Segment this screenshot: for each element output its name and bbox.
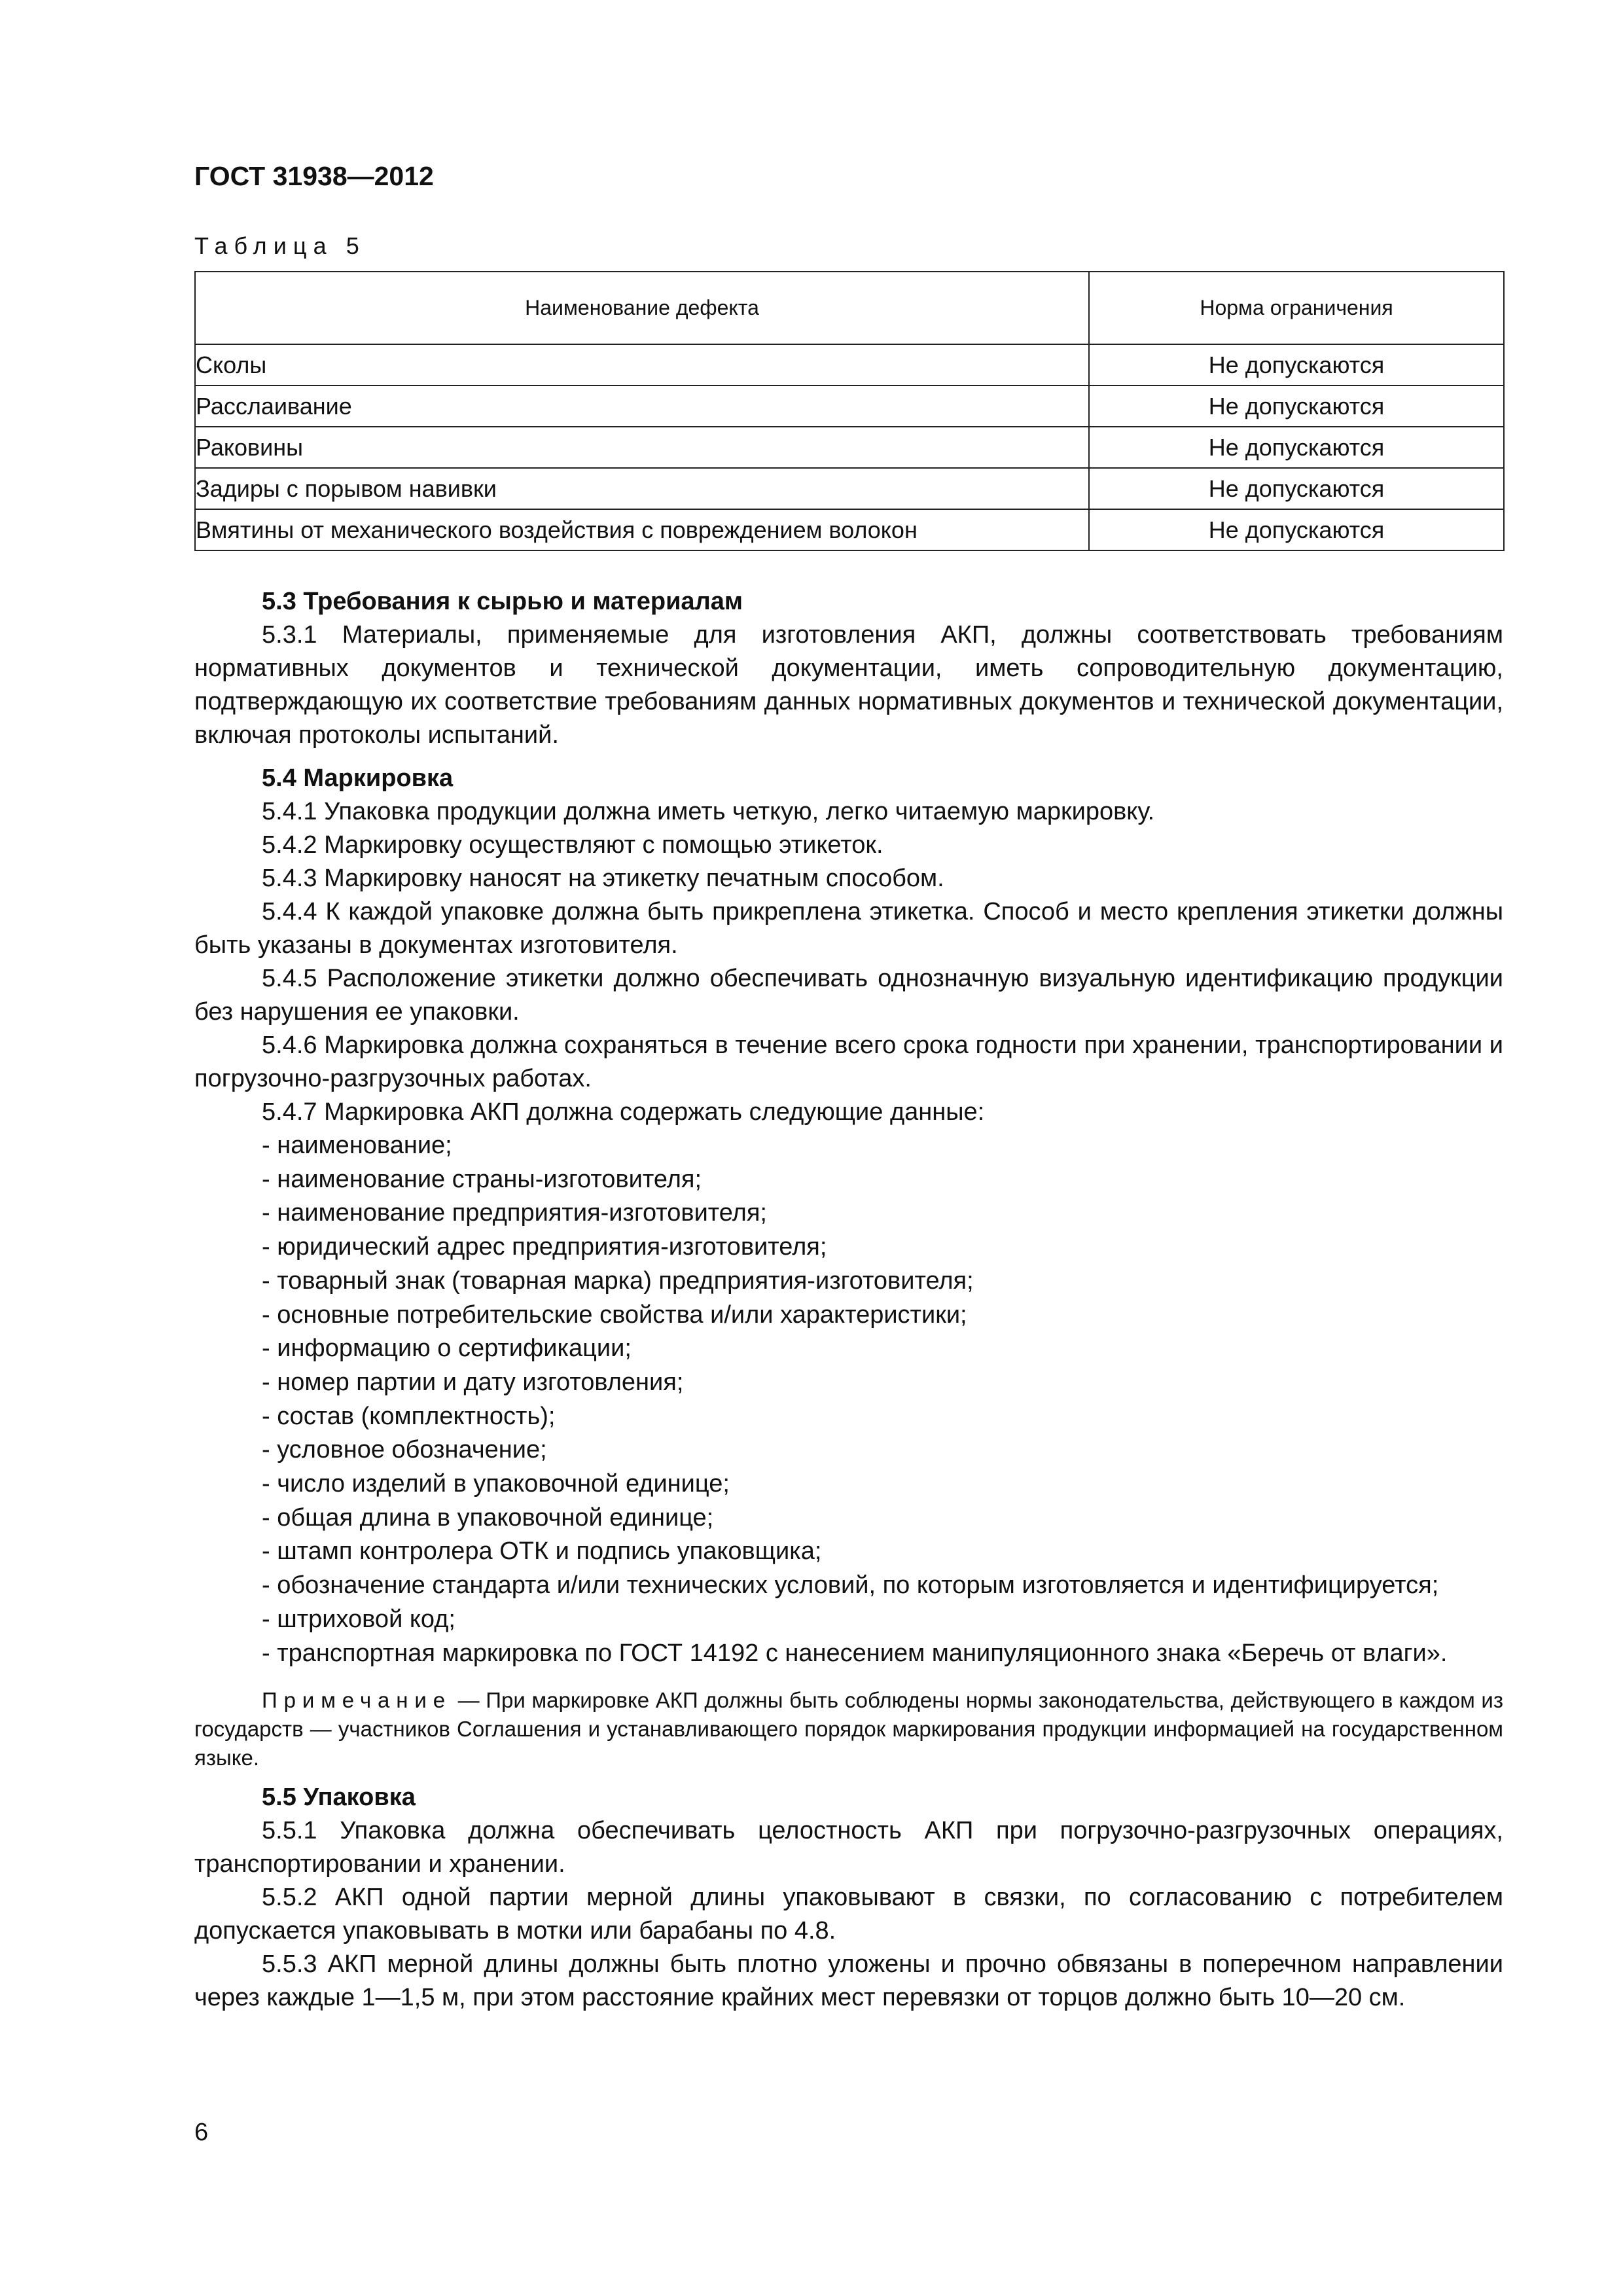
list-item: - обозначение стандарта и/или технических условий, по которым изготовляется и идентифицируется;	[262, 1571, 1439, 1600]
paragraph-5-5-1: 5.5.1 Упаковка должна обеспечивать целостность АКП при погрузочно-разгрузочных операциях, транспортировании и хранении.	[194, 1817, 1503, 1878]
table-row	[195, 386, 1504, 427]
paragraph-5-5-2: 5.5.2 АКП одной партии мерной длины упаковывают в связки, по согласованию с потребителем допускается упаковывать в мотки или барабаны по 4.8.	[194, 1884, 1503, 1945]
table-row	[195, 468, 1504, 509]
paragraph-5-5-3: 5.5.3 АКП мерной длины должны быть плотно уложены и прочно обвязаны в поперечном направлении через каждые 1—1,5 м, при этом расстояние крайних мест перевязки от торцов должно быть 10—20 см.	[194, 1950, 1503, 2011]
defect-norm: Не допускаются	[1089, 427, 1504, 468]
defect-norm: Не допускаются	[1089, 344, 1504, 386]
list-item: - основные потребительские свойства и/или характеристики;	[262, 1300, 967, 1329]
column-header-norm: Норма ограничения	[1089, 272, 1504, 344]
defect-name: Сколы	[195, 344, 1089, 386]
list-item: - наименование предприятия-изготовителя;	[262, 1199, 767, 1227]
paragraph-5-4-7: 5.4.7 Маркировка АКП должна содержать следующие данные:	[262, 1098, 985, 1126]
list-item: - номер партии и дату изготовления;	[262, 1368, 684, 1396]
defect-norm: Не допускаются	[1089, 509, 1504, 550]
note-text: — При маркировке АКП должны быть соблюдены нормы законодательства, действующего в каждом из государств — участников Соглашения и устанавливающего порядок маркирования продукции информацией на государственном языке.	[194, 1688, 1503, 1770]
table-header-row	[195, 272, 1504, 344]
section-heading-5-3: 5.3 Требования к сырью и материалам	[262, 588, 743, 615]
standard-designation: ГОСТ 31938—2012	[194, 161, 434, 191]
paragraph-5-4-5: 5.4.5 Расположение этикетки должно обеспечивать однозначную визуальную идентификацию продукции без нарушения ее упаковки.	[194, 965, 1503, 1026]
paragraph-5-4-4: 5.4.4 К каждой упаковке должна быть прикреплена этикетка. Способ и место крепления этикетки должны быть указаны в документах изготовителя.	[194, 898, 1503, 959]
paragraph-5-4-3: 5.4.3 Маркировку наносят на этикетку печатным способом.	[262, 865, 944, 892]
list-item: - юридический адрес предприятия-изготовителя;	[262, 1233, 827, 1261]
table-caption: Таблица 5	[194, 232, 366, 259]
paragraph-5-3-1: 5.3.1 Материалы, применяемые для изготовления АКП, должны соответствовать требованиям нормативных документов и технической документации, иметь сопроводительную документацию, подтверждающую их соответствие требованиям данных нормативных документов и технической документации, включая протоколы испытаний.	[194, 621, 1503, 749]
defects-table	[194, 271, 1505, 551]
page-number: 6	[194, 2119, 209, 2146]
defect-norm: Не допускаются	[1089, 386, 1504, 427]
list-item: - число изделий в упаковочной единице;	[262, 1470, 730, 1498]
column-header-defect: Наименование дефекта	[195, 272, 1089, 344]
defect-norm: Не допускаются	[1089, 468, 1504, 509]
marking-data-list	[194, 1129, 1503, 1670]
list-item: - наименование страны-изготовителя;	[262, 1165, 702, 1193]
section-5-3-body	[194, 619, 1503, 752]
paragraph-5-4-1: 5.4.1 Упаковка продукции должна иметь четкую, легко читаемую маркировку.	[262, 798, 1155, 825]
table-row	[195, 509, 1504, 550]
list-item: - общая длина в упаковочной единице;	[262, 1503, 714, 1532]
section-heading-5-5: 5.5 Упаковка	[262, 1784, 416, 1811]
list-item: - штриховой код;	[262, 1605, 455, 1633]
note	[194, 1686, 1503, 1772]
list-item: - наименование;	[262, 1132, 452, 1159]
defect-name: Расслаивание	[195, 386, 1089, 427]
defect-name: Вмятины от механического воздействия с повреждением волокон	[195, 509, 1089, 550]
paragraph-5-4-6: 5.4.6 Маркировка должна сохраняться в течение всего срока годности при хранении, транспортировании и погрузочно-разгрузочных работах.	[194, 1031, 1503, 1092]
section-5-4-body	[194, 795, 1503, 1670]
section-heading-5-4: 5.4 Маркировка	[262, 764, 454, 792]
list-item: - штамп контролера ОТК и подпись упаковщика;	[262, 1537, 822, 1566]
section-5-5-body	[194, 1814, 1503, 2015]
list-item: - состав (комплектность);	[262, 1402, 556, 1430]
list-item: - информацию о сертификации;	[262, 1335, 632, 1363]
table-row	[195, 344, 1504, 386]
defect-name: Раковины	[195, 427, 1089, 468]
list-item: - условное обозначение;	[262, 1436, 547, 1464]
list-item: - товарный знак (товарная марка) предприятия-изготовителя;	[262, 1266, 974, 1295]
defect-name: Задиры с порывом навивки	[195, 468, 1089, 509]
note-label: Примечание	[262, 1688, 452, 1712]
list-item: - транспортная маркировка по ГОСТ 14192 с нанесением манипуляционного знака «Беречь от влаги».	[262, 1639, 1448, 1667]
table-row	[195, 427, 1504, 468]
paragraph-5-4-2: 5.4.2 Маркировку осуществляют с помощью этикеток.	[262, 831, 883, 859]
